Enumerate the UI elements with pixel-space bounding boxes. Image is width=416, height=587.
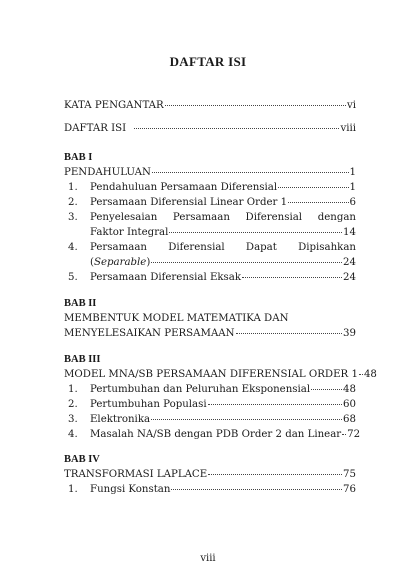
toc-entry-pendahuluan[interactable] xyxy=(64,165,356,180)
toc-entry-menyelesaikan-persamaan[interactable] xyxy=(64,326,356,341)
item-number: 1. xyxy=(68,384,78,395)
entry-label: TRANSFORMASI LAPLACE xyxy=(64,469,208,480)
item-number: 1. xyxy=(68,182,78,193)
toc-subentry-continuation[interactable] xyxy=(64,225,356,240)
entry-word: Diferensial xyxy=(168,242,225,253)
entry-word: Dapat xyxy=(245,242,277,253)
leader-dots xyxy=(152,172,349,173)
leader-dots xyxy=(342,434,346,435)
item-number: 2. xyxy=(68,399,78,410)
page-number: 75 xyxy=(343,469,356,480)
paren-open: ( xyxy=(90,257,94,268)
toc-subentry[interactable] xyxy=(64,195,356,210)
entry-word: Persamaan xyxy=(90,242,147,253)
entry-label: Pertumbuhan dan Peluruhan Eksponensial xyxy=(90,384,311,395)
leader-dots xyxy=(278,187,348,188)
item-number: 4. xyxy=(68,242,78,253)
item-number: 5. xyxy=(68,272,78,283)
entry-label: DAFTAR ISI xyxy=(64,123,127,134)
item-number: 2. xyxy=(68,197,78,208)
page-number: 1 xyxy=(349,167,356,178)
toc-subentry[interactable] xyxy=(64,412,356,427)
page-number: 48 xyxy=(343,384,356,395)
chapter-title-line: MEMBENTUK MODEL MATEMATIKA DAN xyxy=(64,313,289,324)
page-number: vi xyxy=(346,100,356,111)
entry-label: Persamaan Diferensial Eksak xyxy=(90,272,242,283)
entry-label: Fungsi Konstan xyxy=(90,484,171,495)
leader-dots xyxy=(171,489,342,490)
page-title: DAFTAR ISI xyxy=(169,54,247,69)
toc-entry-model-mna-sb[interactable] xyxy=(64,367,377,382)
entry-label: Pendahuluan Persamaan Diferensial xyxy=(90,182,278,193)
entry-label: MODEL MNA/SB PERSAMAAN DIFERENSIAL ORDER 1 xyxy=(64,369,358,380)
entry-label: PENDAHULUAN xyxy=(64,167,151,178)
entry-word: Diferensial xyxy=(245,212,303,223)
page-number: 14 xyxy=(343,227,356,238)
toc-subentry-continuation[interactable] xyxy=(64,255,356,270)
leader-dots xyxy=(236,333,342,334)
entry-label: Pertumbuhan Populasi xyxy=(90,399,207,410)
toc-entry-kata-pengantar[interactable] xyxy=(64,98,356,113)
toc-subentry[interactable] xyxy=(64,240,356,255)
page-number: 24 xyxy=(343,257,356,268)
toc-subentry[interactable] xyxy=(64,382,356,397)
page-number: 24 xyxy=(343,272,356,283)
toc-entry-transformasi-laplace[interactable] xyxy=(64,467,356,482)
page-number: 6 xyxy=(349,197,356,208)
leader-dots xyxy=(242,277,342,278)
page-number: 39 xyxy=(343,328,356,339)
page-number: 68 xyxy=(343,414,356,425)
leader-dots xyxy=(165,105,346,106)
chapter-heading-bab-4: BAB IV xyxy=(64,454,100,465)
item-number: 3. xyxy=(68,414,78,425)
page-footer-number: viii xyxy=(200,553,216,564)
entry-label: Persamaan Diferensial Linear Order 1 xyxy=(90,197,288,208)
item-number: 1. xyxy=(68,484,78,495)
page-number: 72 xyxy=(347,429,361,440)
entry-word: Persamaan xyxy=(172,212,230,223)
page-number: 1 xyxy=(349,182,356,193)
leader-dots xyxy=(151,262,342,263)
leader-dots xyxy=(359,374,363,375)
entry-word: Dipisahkan xyxy=(298,242,356,253)
toc-subentry[interactable] xyxy=(64,180,356,195)
entry-label: KATA PENGANTAR xyxy=(64,100,164,111)
toc-entry-daftar-isi[interactable] xyxy=(64,121,356,136)
toc-subentry[interactable] xyxy=(64,427,361,442)
toc-subentry[interactable] xyxy=(64,270,356,285)
chapter-heading-bab-2: BAB II xyxy=(64,298,97,309)
entry-label: MENYELESAIKAN PERSAMAAN xyxy=(64,328,235,339)
toc-subentry[interactable] xyxy=(64,397,356,412)
leader-dots xyxy=(208,404,342,405)
chapter-heading-bab-1: BAB I xyxy=(64,152,93,163)
entry-label: Elektronika xyxy=(90,414,151,425)
entry-label: Faktor Integral xyxy=(90,227,169,238)
leader-dots xyxy=(169,232,342,233)
item-number: 4. xyxy=(68,429,78,440)
page-number: 76 xyxy=(343,484,356,495)
leader-dots xyxy=(288,202,348,203)
leader-dots xyxy=(134,128,339,129)
leader-dots xyxy=(151,419,342,420)
paren-close: ) xyxy=(146,257,151,268)
page-number: viii xyxy=(340,123,356,134)
entry-label: Masalah NA/SB dengan PDB Order 2 dan Linear xyxy=(90,429,342,440)
entry-word: dengan xyxy=(317,212,356,223)
page-number: 60 xyxy=(343,399,356,410)
entry-word: Penyelesaian xyxy=(90,212,158,223)
italic-term: Separable xyxy=(93,257,147,268)
leader-dots xyxy=(208,474,342,475)
page-number: 48 xyxy=(363,369,377,380)
entry-label xyxy=(90,255,150,270)
leader-dots xyxy=(311,389,342,390)
toc-subentry[interactable] xyxy=(64,482,356,497)
toc-subentry[interactable] xyxy=(64,210,356,225)
item-number: 3. xyxy=(68,212,78,223)
chapter-heading-bab-3: BAB III xyxy=(64,354,101,365)
